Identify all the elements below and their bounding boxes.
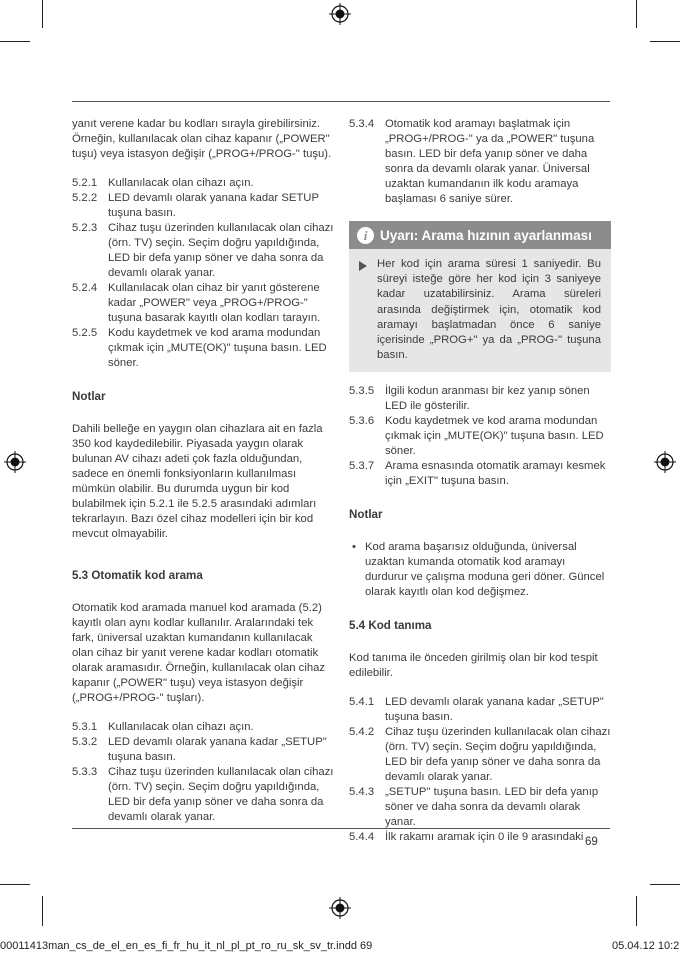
top-rule [72,101,610,102]
step-number: 5.2.2 [72,192,98,204]
warning-title: Uyarı: Arama hızının ayarlanması [380,227,592,243]
step-text: Kullanılacak olan cihazı açın. [108,177,254,189]
registration-mark-icon [329,3,351,25]
step-5-2-3 [72,221,334,281]
step-text: Cihaz tuşu üzerinden kullanılacak olan cihazı (örn. TV) seçin. Seçim doğru yapıldığında, LED bir defa yanıp söner ve daha sonra da devamlı olarak yanar. [108,222,334,279]
step-text: İlk rakamı aramak için 0 ile 9 arasındaki [385,831,584,844]
step-5-2-2 [72,191,334,221]
registration-mark-icon [329,897,351,919]
step-text: Cihaz tuşu üzerinden kullanılacak olan cihazı (örn. TV) seçin. Seçim doğru yapıldığında, LED bir defa yanıp söner ve daha sonra da devamlı olarak yanar. [385,726,611,784]
notes-paragraph: Dahili belleğe en yaygın olan cihazlara ait en fazla 350 kod kaydedilebilir. Piyasada yaygın olarak bulunan AV cihazı adeti çok fazla olduğundan, sadece en önemli fonksiyonların kullanılması mümkün olabilir. Bu durumda uygun bir kod bulabilmek için 5.2.1 ile 5.2.5 arasındaki adımları tekrarlayın. Bazı özel cihaz modelleri için bir kod mevcut olmayabilir. [72,423,323,540]
info-icon: i [357,227,374,244]
crop-mark [636,0,637,28]
step-number: 5.3.7 [349,460,375,473]
step-text: LED devamlı olarak yanana kadar „SETUP" tuşuna basın. [108,736,327,763]
crop-mark [650,884,680,885]
arrow-right-icon [359,261,367,271]
step-5-3-7 [349,459,611,489]
step-number: 5.4.1 [349,696,375,709]
step-text: Cihaz tuşu üzerinden kullanılacak olan cihazı (örn. TV) seçin. Seçim doğru yapıldığında, LED bir defa yanıp söner ve daha sonra da devamlı olarak yanar. [108,766,334,823]
step-text: Arama esnasında otomatik aramayı kesmek için „EXIT" tuşuna basın. [385,460,606,488]
step-number: 5.2.3 [72,222,98,234]
bullet-mark: • [352,541,356,554]
registration-mark-icon [654,451,676,473]
step-number: 5.2.1 [72,177,98,189]
crop-mark [0,41,30,42]
step-text: LED devamlı olarak yanana kadar „SETUP" tuşuna basın. [385,696,604,724]
crop-mark [42,0,43,28]
step-text: İlgili kodun aranması bir kez yanıp sönen LED ile gösterilir. [385,385,590,413]
page-number: 69 [585,836,598,848]
notes-heading: Notlar [72,390,106,403]
step-number: 5.4.3 [349,786,375,799]
step-5-3-6 [349,414,611,459]
footer-filename: 00011413man_cs_de_el_en_es_fi_fr_hu_it_nl_pl_pt_ro_ru_sk_sv_tr.indd 69 [0,940,373,952]
warning-header [349,221,611,249]
warning-text: Her kod için arama süresi 1 saniyedir. Bu süreyi isteğe göre her kod için 3 saniyeye kadar uzatabilirsiniz. Arama süreleri arasında değiştirmek için, otomatik kod aramayı başlatmadan önce 6 saniye içerisinde „PROG+" ya da „PROG-" tuşuna basın. [377,258,601,362]
step-5-3-1 [72,720,334,735]
step-5-2-5 [72,326,334,371]
step-text: Kullanılacak olan cihaz bir yanıt gösterene kadar „POWER" veya „PROG+/PROG-" tuşuna basarak kayıtlı olan kodları tarayın. [108,282,321,324]
step-number: 5.3.6 [349,415,375,428]
warning-body [349,249,611,372]
step-5-4-2 [349,725,611,785]
left-column [72,117,334,825]
section-heading-5-4: 5.4 Kod tanıma [349,619,432,633]
bottom-rule [72,828,610,829]
step-number: 5.4.4 [349,831,375,844]
step-5-4-3 [349,785,611,830]
section-5-3-paragraph: Otomatik kod aramada manuel kod aramada (5.2) kayıtlı olan aynı kodlar kullanılır. Aralarındaki tek fark, üniversal uzaktan kumandanın kullanılacak olan cihaz bir yanıt verene kadar kodları otomatik olarak aramasıdır. Örneğin, kullanılacak olan cihaz kapanır („POWER" tuşu) veya istasyon değişir („PROG+/PROG-" tuşları). [72,602,326,704]
notes-heading: Notlar [349,508,383,522]
crop-mark [636,896,637,926]
step-text: Kullanılacak olan cihazı açın. [108,721,254,733]
step-number: 5.4.2 [349,726,375,739]
right-column [349,117,611,845]
step-number: 5.3.3 [72,766,98,778]
intro-paragraph: yanıt verene kadar bu kodları sırayla girebilirsiniz. Örneğin, kullanılacak olan cihaz kapanır („POWER" tuşu) veya istasyon değişir („PROG+/PROG-" tuşu). [72,118,332,160]
step-5-2-1 [72,176,334,191]
step-text: Otomatik kod aramayı başlatmak için „PROG+/PROG-" ya da „POWER" tuşuna basın. LED bir defa yanıp söner ve daha sonra da devamlı olarak yanar. Üniversal uzaktan kumandanın ilk kodu aramaya başlaması 6 saniye sürer. [385,118,595,205]
step-5-4-4 [349,830,611,845]
crop-mark [42,896,43,926]
footer-date: 05.04.12 10:2 [612,940,680,952]
step-text: „SETUP" tuşuna basın. LED bir defa yanıp söner ve daha sonra da devamlı olarak yanar. [385,786,599,829]
step-number: 5.3.5 [349,385,375,398]
step-5-4-1 [349,695,611,725]
step-text: Kodu kaydetmek ve kod arama modundan çıkmak için „MUTE(OK)" tuşuna basın. LED söner. [108,327,327,369]
step-text: LED devamlı olarak yanana kadar SETUP tuşuna basın. [108,192,319,219]
step-5-3-5 [349,384,611,414]
step-5-2-4 [72,281,334,326]
step-5-3-2 [72,735,334,765]
step-5-3-3 [72,765,334,825]
step-number: 5.2.5 [72,327,98,339]
section-5-4-paragraph: Kod tanıma ile önceden girilmiş olan bir kod tespit edilebilir. [349,652,598,680]
step-number: 5.3.2 [72,736,98,748]
crop-mark [0,884,30,885]
section-heading-5-3: 5.3 Otomatik kod arama [72,569,203,582]
step-text: Kodu kaydetmek ve kod arama modundan çıkmak için „MUTE(OK)" tuşuna basın. LED söner. [385,415,604,458]
step-number: 5.3.4 [349,118,375,130]
crop-mark [650,41,680,42]
step-number: 5.2.4 [72,282,98,294]
notes-bullet [349,540,611,600]
registration-mark-icon [4,451,26,473]
step-5-3-4 [349,117,611,207]
bullet-text: Kod arama başarısız olduğunda, üniversal uzaktan kumanda otomatik kod aramayı durdurur ve çalışma moduna geri döner. Güncel olarak kayıtlı olan kod değişmez. [365,541,605,599]
step-number: 5.3.1 [72,721,98,733]
